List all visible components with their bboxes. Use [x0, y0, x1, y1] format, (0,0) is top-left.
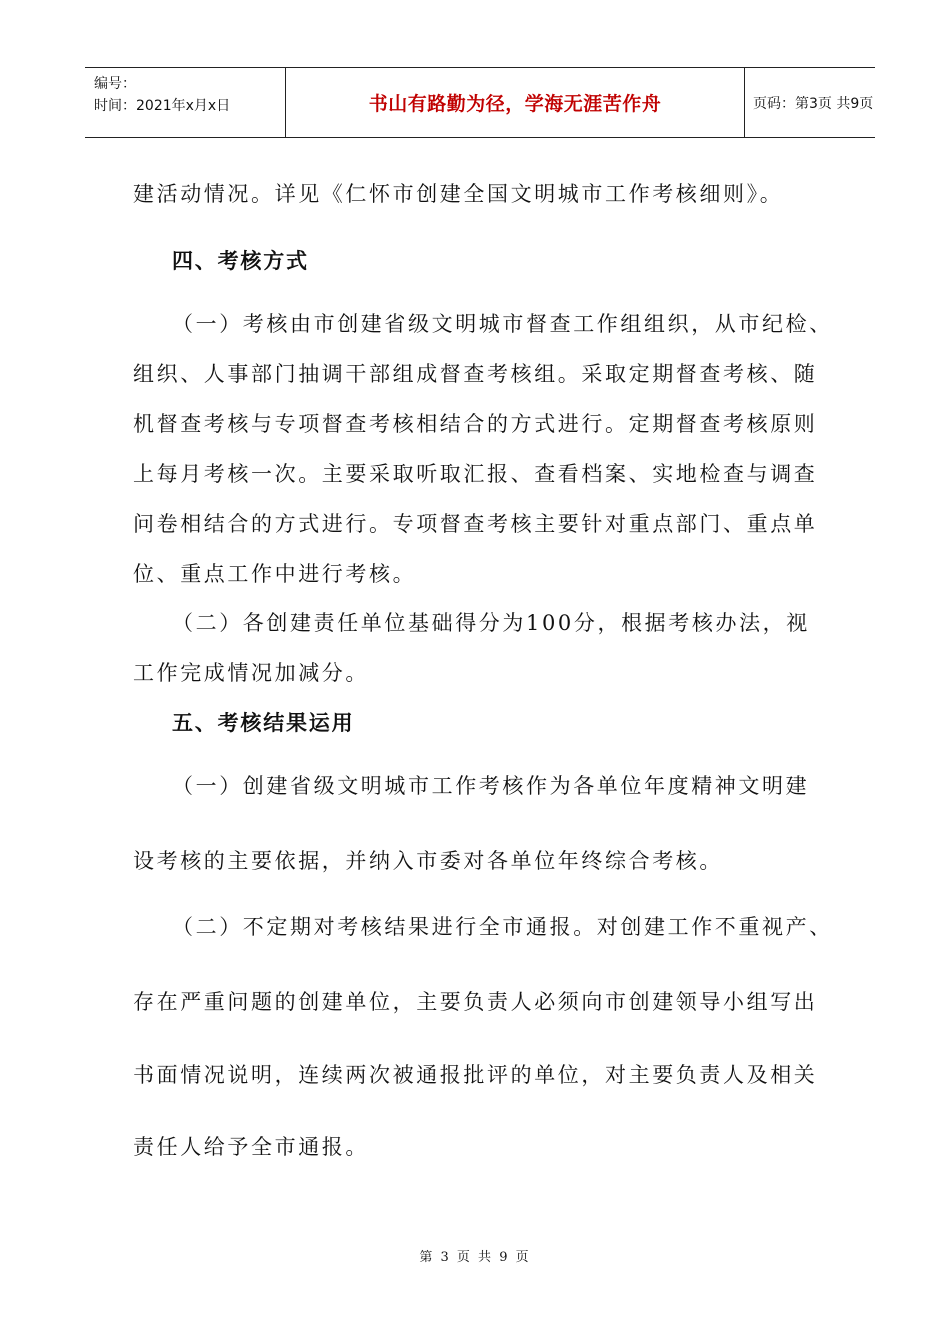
body-line-5: 机督查考核与专项督查考核相结合的方式进行。定期督查考核原则 [133, 412, 818, 436]
body-line-12: （一）创建省级文明城市工作考核作为各单位年度精神文明建 [172, 774, 810, 798]
header-page-cell [745, 68, 875, 137]
document-header [85, 67, 875, 138]
section-heading-4: 四、考核方式 [172, 248, 309, 273]
body-line-13: 设考核的主要依据，并纳入市委对各单位年终综合考核。 [133, 849, 723, 873]
body-line-4: 组织、人事部门抽调干部组成督查考核组。采取定期督查考核、随 [133, 362, 818, 386]
header-meta [85, 68, 285, 137]
body-line-10: 工作完成情况加减分。 [133, 661, 369, 685]
document-number: 编号： [94, 76, 136, 92]
body-line-6: 上每月考核一次。主要采取听取汇报、查看档案、实地检查与调查 [133, 462, 818, 486]
body-line-14: （二）不定期对考核结果进行全市通报。对创建工作不重视产、 [172, 915, 833, 939]
header-motto-cell [285, 68, 745, 137]
body-line-17: 责任人给予全市通报。 [133, 1135, 369, 1159]
body-line-1: 建活动情况。详见《仁怀市创建全国文明城市工作考核细则》。 [133, 182, 784, 206]
body-line-7: 问卷相结合的方式进行。专项督查考核主要针对重点部门、重点单 [133, 512, 818, 536]
document-time: 时间：2021年x月x日 [94, 98, 231, 114]
section-heading-5: 五、考核结果运用 [172, 710, 355, 735]
body-line-15: 存在严重问题的创建单位，主要负责人必须向市创建领导小组写出 [133, 990, 818, 1014]
body-line-8: 位、重点工作中进行考核。 [133, 562, 417, 586]
body-line-16: 书面情况说明，连续两次被通报批评的单位，对主要负责人及相关 [133, 1063, 818, 1087]
header-page-number: 页码：第3页 共9页 [753, 95, 874, 112]
page-footer: 第 3 页 共 9 页 [419, 1250, 531, 1265]
body-line-3: （一）考核由市创建省级文明城市督查工作组组织，从市纪检、 [172, 312, 833, 336]
body-line-9: （二）各创建责任单位基础得分为100分，根据考核办法，视 [172, 611, 810, 635]
header-motto: 书山有路勤为径，学海无涯苦作舟 [368, 93, 662, 115]
